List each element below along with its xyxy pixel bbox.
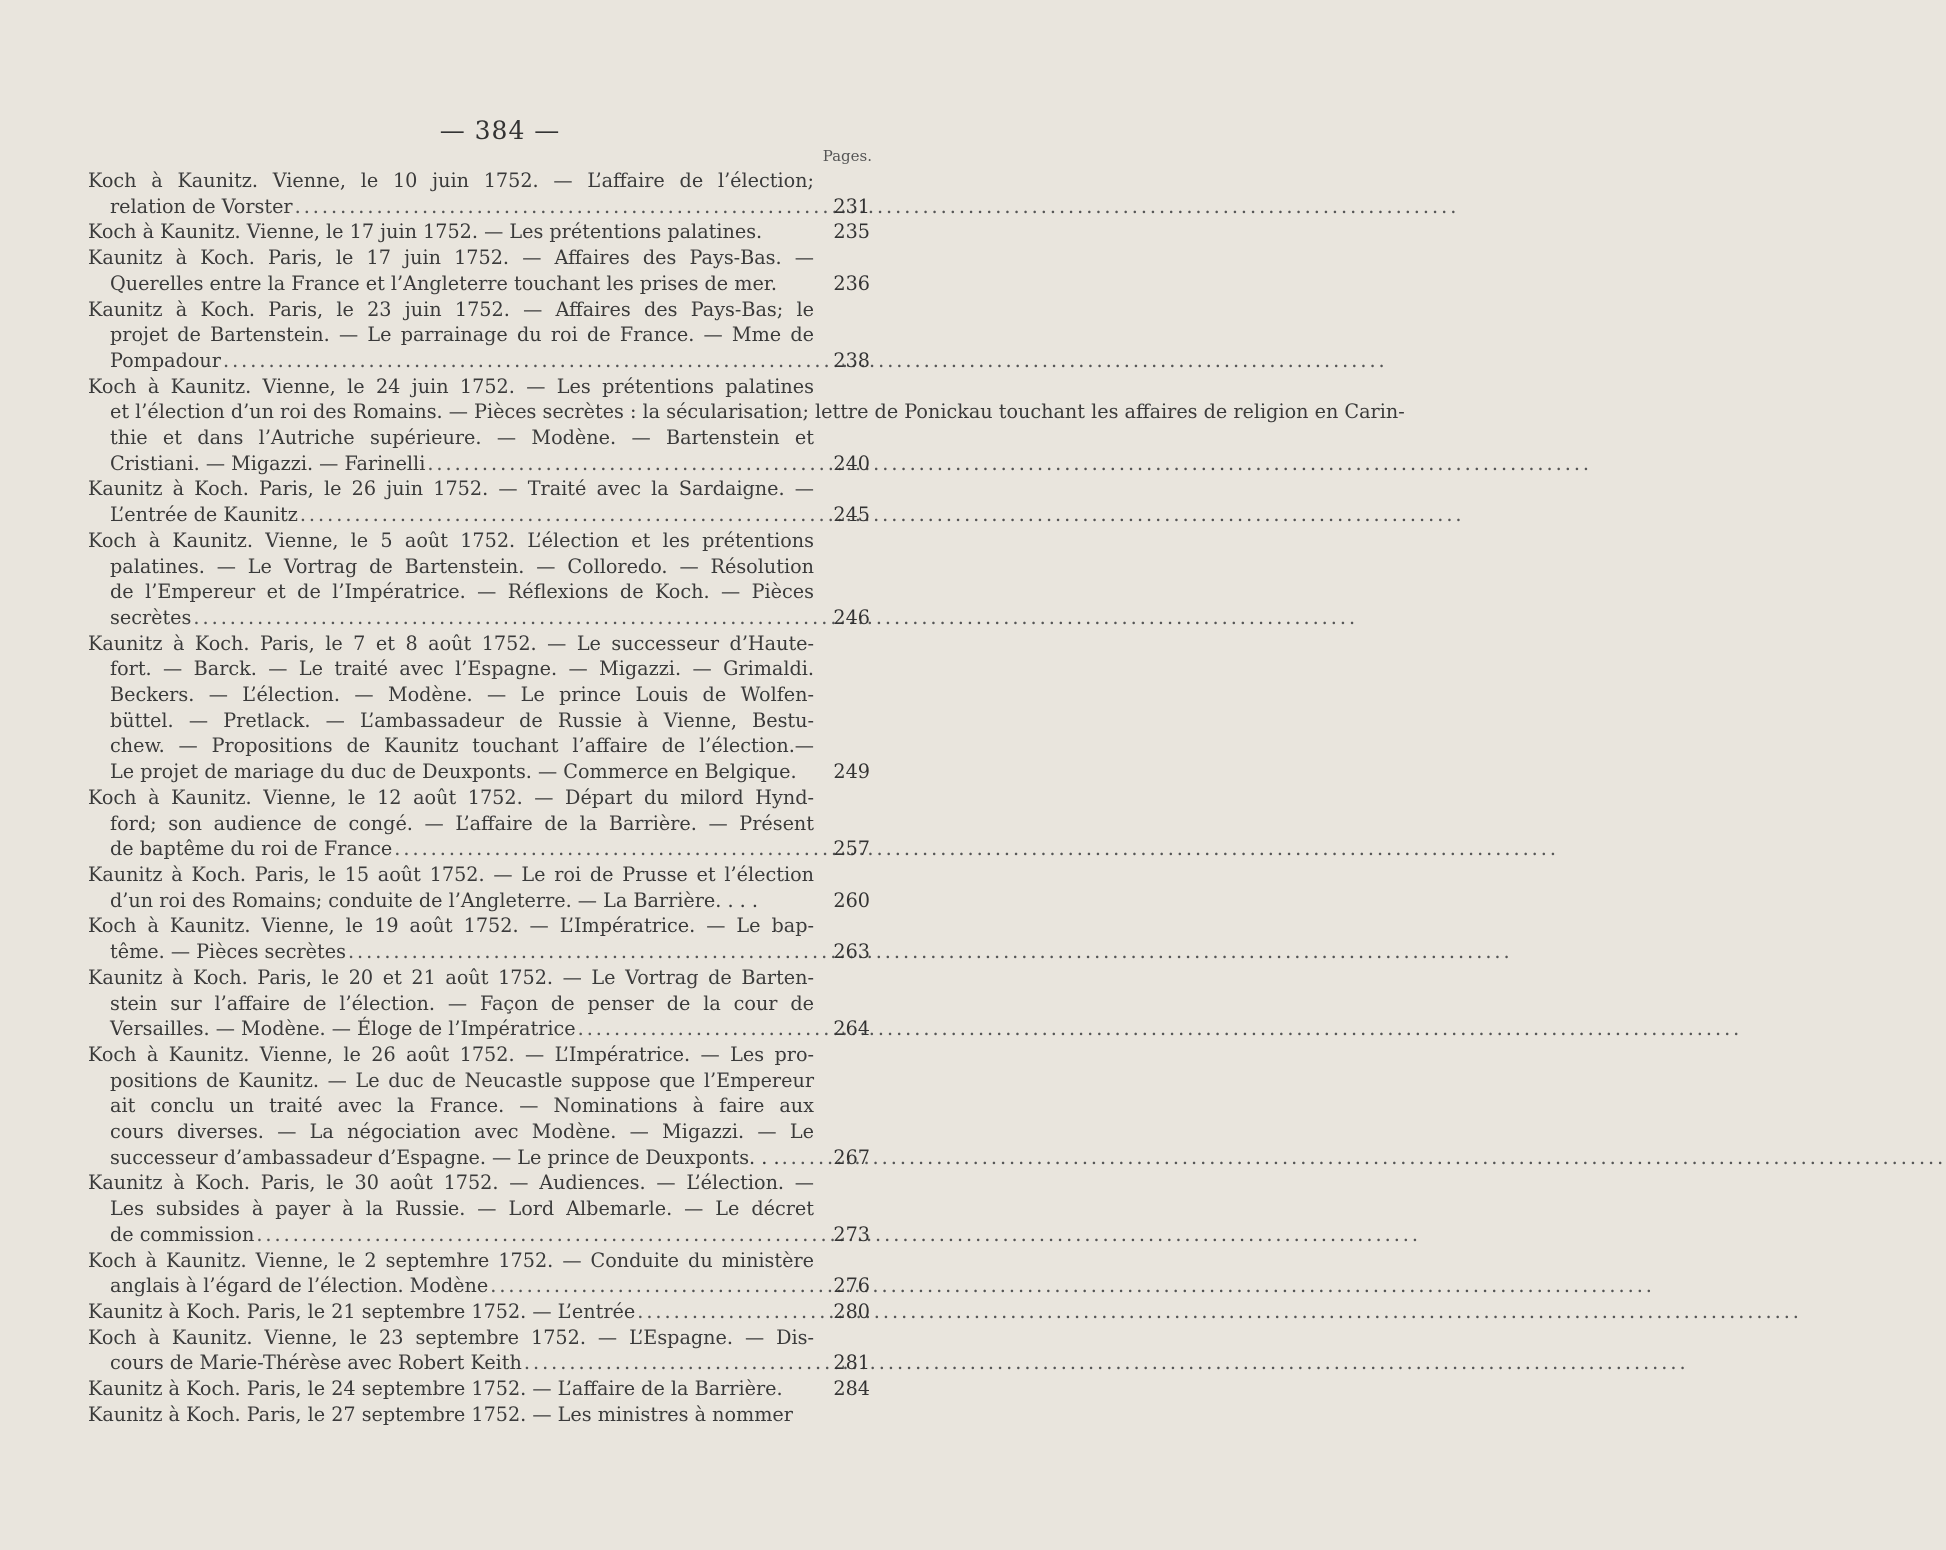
toc-entry-line: Kaunitz à Koch. Paris, le 26 juin 1752. — Traité avec la Sardaigne. — bbox=[88, 477, 814, 501]
toc-entry-line: Kaunitz à Koch. Paris, le 17 juin 1752. — Affaires des Pays-Bas. — bbox=[88, 246, 814, 270]
dot-leader bbox=[348, 939, 1513, 965]
toc-entry-text: Cristiani. — Migazzi. — Farinelli bbox=[110, 451, 426, 475]
toc-entry-text: L’entrée de Kaunitz bbox=[110, 503, 298, 527]
toc-page-number: 236 bbox=[833, 271, 870, 295]
toc-entry bbox=[88, 631, 870, 785]
toc-entry-text: anglais à l’égard de l’élection. Modène bbox=[110, 1274, 489, 1298]
toc-entry bbox=[88, 219, 870, 245]
toc-entry-line: Kaunitz à Koch. Paris, le 7 et 8 août 1752. — Le successeur d’Haute- bbox=[88, 631, 814, 655]
toc-entry-line: Koch à Kaunitz. Vienne, le 19 août 1752. — L’Impératrice. — Le bap- bbox=[88, 914, 814, 938]
toc-entry-text: Querelles entre la France et l’Angleterre touchant les prises de mer. bbox=[110, 271, 777, 295]
dot-leader bbox=[300, 502, 1465, 528]
toc-entry bbox=[88, 1376, 870, 1402]
toc-entry-line: Kaunitz à Koch. Paris, le 30 août 1752. — Audiences. — L’élection. — bbox=[88, 1171, 814, 1195]
toc-entry-text: Versailles. — Modène. — Éloge de l’Impératrice bbox=[110, 1017, 576, 1041]
toc-entry-line bbox=[88, 1273, 814, 1299]
dot-leader bbox=[295, 194, 1460, 220]
toc-entry-line: Beckers. — L’élection. — Modène. — Le prince Louis de Wolfen- bbox=[110, 683, 814, 707]
toc-entry-line: Kaunitz à Koch. Paris, le 23 juin 1752. — Affaires des Pays-Bas; le bbox=[88, 297, 814, 321]
toc-page-number: 246 bbox=[833, 605, 870, 629]
toc-page-number: 240 bbox=[833, 451, 870, 475]
toc-entry bbox=[88, 1042, 870, 1171]
toc-entry bbox=[88, 1299, 870, 1325]
toc-entry-line: Koch à Kaunitz. Vienne, le 10 juin 1752. — L’affaire de l’élection; bbox=[88, 169, 814, 192]
toc-entry bbox=[88, 913, 870, 964]
toc-page-number: 284 bbox=[833, 1377, 870, 1401]
toc-page-number: 257 bbox=[833, 837, 870, 861]
toc-entry-line bbox=[88, 888, 814, 914]
toc-entry-line: Koch à Kaunitz. Vienne, le 24 juin 1752. — Les prétentions palatines bbox=[88, 374, 814, 398]
toc-entry-line: fort. — Barck. — Le traité avec l’Espagne. — Migazzi. — Grimaldi. bbox=[110, 657, 814, 681]
toc-entry bbox=[88, 476, 870, 527]
toc-entry-line: chew. — Propositions de Kaunitz touchant l’affaire de l’élection.— bbox=[110, 734, 814, 758]
toc-page-number: 260 bbox=[833, 888, 870, 912]
toc-entry-line bbox=[88, 348, 814, 374]
toc-entry-line bbox=[88, 1402, 814, 1428]
toc-entry-line: cours diverses. — La négociation avec Modène. — Migazzi. — Le bbox=[110, 1120, 814, 1144]
toc-entry-line: ait conclu un traité avec la France. — Nominations à faire aux bbox=[110, 1094, 814, 1118]
toc-entry-line bbox=[88, 605, 814, 631]
toc-entry-line bbox=[88, 1222, 814, 1248]
toc-entry-line: palatines. — Le Vortrag de Bartenstein. — Colloredo. — Résolution bbox=[110, 554, 814, 578]
toc-entry-line: Koch à Kaunitz. Vienne, le 26 août 1752. — L’Impératrice. — Les pro- bbox=[88, 1042, 814, 1066]
toc-entry bbox=[88, 168, 870, 219]
toc-entry-line bbox=[88, 451, 814, 477]
toc-entry-text: successeur d’ambassadeur d’Espagne. — Le prince de Deuxponts. . . bbox=[110, 1145, 780, 1169]
toc-entry-line: Koch à Kaunitz. Vienne, le 12 août 1752. — Départ du milord Hynd- bbox=[88, 785, 814, 809]
toc-entry-line: thie et dans l’Autriche supérieure. — Modène. — Bartenstein et bbox=[110, 426, 814, 450]
toc-entry bbox=[88, 785, 870, 862]
toc-entry-line: Les subsides à payer à la Russie. — Lord Albemarle. — Le décret bbox=[110, 1197, 814, 1221]
toc-page-number: 249 bbox=[833, 760, 870, 784]
dot-leader bbox=[193, 605, 1358, 631]
toc-page-number: 231 bbox=[833, 194, 870, 218]
toc-entry bbox=[88, 245, 870, 296]
toc-page-number: 238 bbox=[833, 348, 870, 372]
toc-page-number: 273 bbox=[833, 1222, 870, 1246]
toc-entry-line bbox=[88, 1145, 814, 1171]
toc-entry-line: ford; son audience de congé. — L’affaire de la Barrière. — Présent bbox=[110, 811, 814, 835]
toc-entry-text: relation de Vorster bbox=[110, 194, 293, 218]
toc-entry-line bbox=[88, 502, 814, 528]
toc-page-number: 276 bbox=[833, 1274, 870, 1298]
toc-entry-line: de l’Empereur et de l’Impératrice. — Réflexions de Koch. — Pièces bbox=[110, 580, 814, 604]
toc-entry-line: Koch à Kaunitz. Vienne, le 5 août 1752. L’élection et les prétentions bbox=[88, 528, 814, 552]
toc-entry-line: projet de Bartenstein. — Le parrainage du roi de France. — Mme de bbox=[110, 323, 814, 347]
toc-entry-line: stein sur l’affaire de l’élection. — Façon de penser de la cour de bbox=[110, 991, 814, 1015]
toc-entry-text: Kaunitz à Koch. Paris, le 27 septembre 1752. — Les ministres à nommer bbox=[88, 1402, 793, 1426]
toc-entry-text: Le projet de mariage du duc de Deuxponts. — Commerce en Belgique. bbox=[110, 760, 797, 784]
toc-entry-line: büttel. — Pretlack. — L’ambassadeur de Russie à Vienne, Bestu- bbox=[110, 708, 814, 732]
toc-entry bbox=[88, 297, 870, 374]
toc-entry bbox=[88, 1248, 870, 1299]
toc-entry-text: secrètes bbox=[110, 605, 192, 629]
toc-entry-text: Pompadour bbox=[110, 348, 221, 372]
toc-entry-text: Kaunitz à Koch. Paris, le 24 septembre 1752. — L’affaire de la Barrière. bbox=[88, 1377, 783, 1401]
table-of-contents bbox=[88, 168, 1405, 1427]
toc-entry bbox=[88, 528, 870, 631]
toc-entry-line bbox=[88, 219, 814, 245]
dot-leader bbox=[782, 1145, 1946, 1171]
toc-entry-line bbox=[88, 271, 814, 297]
toc-entry-line: et l’élection d’un roi des Romains. — Pièces secrètes : la sécularisation; lettre de Ponickau touchant les affaires de religion en Carin- bbox=[110, 400, 1405, 424]
toc-page-number: 264 bbox=[833, 1017, 870, 1041]
toc-entry-line bbox=[88, 1350, 814, 1376]
toc-entry-line: positions de Kaunitz. — Le duc de Neucastle suppose que l’Empereur bbox=[110, 1068, 814, 1092]
toc-page-number: 281 bbox=[833, 1351, 870, 1375]
toc-entry-line bbox=[88, 939, 814, 965]
page-folio: — 384 — bbox=[439, 116, 561, 145]
toc-entry bbox=[88, 374, 1405, 477]
toc-entry-line: Kaunitz à Koch. Paris, le 15 août 1752. — Le roi de Prusse et l’élection bbox=[88, 862, 814, 886]
toc-entry-line: Kaunitz à Koch. Paris, le 20 et 21 août 1752. — Le Vortrag de Barten- bbox=[88, 965, 814, 989]
toc-entry-text: Kaunitz à Koch. Paris, le 21 septembre 1752. — L’entrée bbox=[88, 1299, 636, 1323]
dot-leader bbox=[637, 1299, 1802, 1325]
toc-entry-line bbox=[88, 759, 814, 785]
dot-leader bbox=[394, 836, 1559, 862]
dot-leader bbox=[427, 451, 1592, 477]
toc-entry-text: Koch à Kaunitz. Vienne, le 17 juin 1752. — Les prétentions palatines. bbox=[88, 220, 763, 244]
toc-entry-line bbox=[88, 836, 814, 862]
toc-page-number: 267 bbox=[833, 1145, 870, 1169]
toc-entry-line bbox=[88, 1016, 814, 1042]
toc-entry bbox=[88, 1325, 870, 1376]
toc-entry-line: Koch à Kaunitz. Vienne, le 23 septembre 1752. — L’Espagne. — Dis- bbox=[88, 1325, 814, 1349]
toc-entry-line bbox=[88, 194, 814, 220]
toc-entry-line: Koch à Kaunitz. Vienne, le 2 septemhre 1752. — Conduite du ministère bbox=[88, 1248, 814, 1272]
toc-entry bbox=[88, 1402, 870, 1428]
toc-page-number: 263 bbox=[833, 940, 870, 964]
toc-entry-text: cours de Marie-Thérèse avec Robert Keith bbox=[110, 1351, 522, 1375]
dot-leader bbox=[223, 348, 1388, 374]
toc-page-number: 245 bbox=[833, 503, 870, 527]
toc-entry-text: de baptême du roi de France bbox=[110, 837, 393, 861]
toc-entry-line bbox=[88, 1299, 814, 1325]
toc-entry-line bbox=[88, 1376, 814, 1402]
toc-entry bbox=[88, 965, 870, 1042]
dot-leader bbox=[524, 1350, 1689, 1376]
toc-entry bbox=[88, 1170, 870, 1247]
toc-entry-text: tême. — Pièces secrètes bbox=[110, 940, 346, 964]
toc-page-number: 235 bbox=[833, 220, 870, 244]
toc-entry bbox=[88, 862, 870, 913]
toc-entry-text: d’un roi des Romains; conduite de l’Angleterre. — La Barrière. . . . bbox=[110, 888, 758, 912]
pages-column-label: Pages. bbox=[822, 147, 872, 165]
dot-leader bbox=[490, 1273, 1655, 1299]
dot-leader bbox=[578, 1016, 1743, 1042]
toc-entry-text: de commission bbox=[110, 1222, 255, 1246]
toc-page-number: 280 bbox=[833, 1299, 870, 1323]
